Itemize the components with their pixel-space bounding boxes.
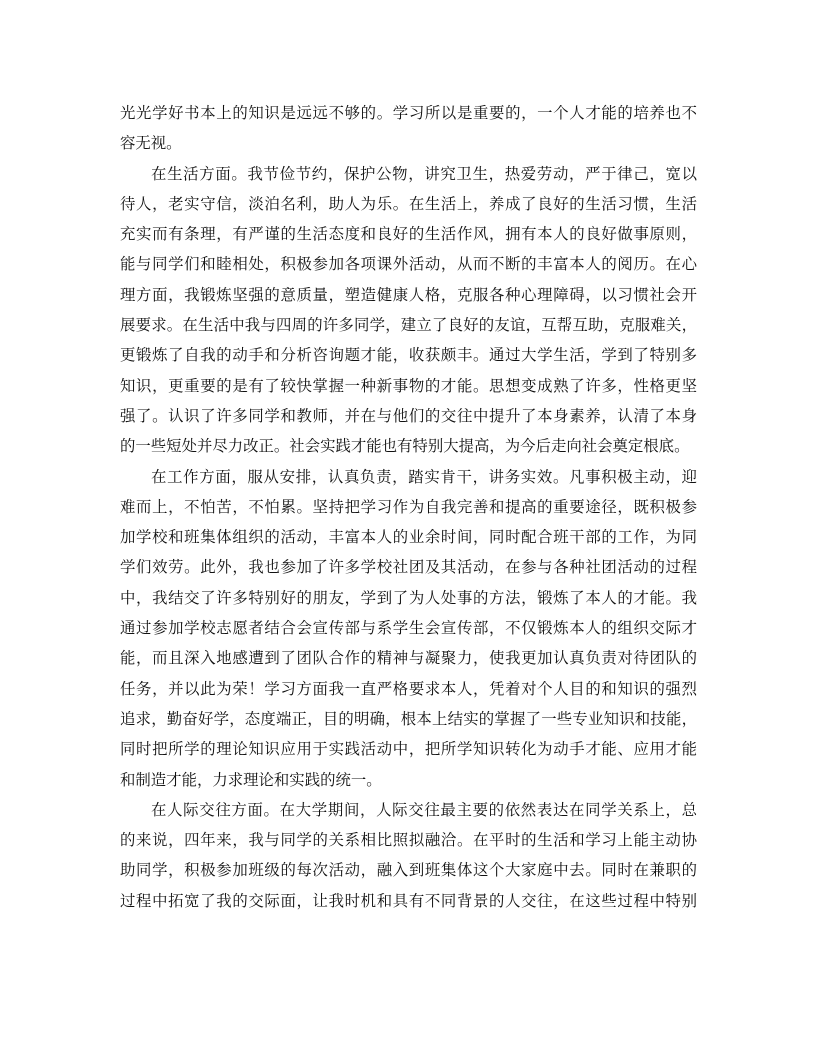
- text-line: 的一些短处并尽力改正。社会实践才能也有特别大提高，为今后走向社会奠定根底。: [120, 437, 690, 456]
- text-line: 助同学，积极参加班级的每次活动，融入到班集体这个大家庭中去。同时在兼职的: [120, 861, 697, 880]
- text-line: 加学校和班集体组织的活动，丰富本人的业余时间，同时配合班干部的工作，为同: [120, 528, 697, 547]
- text-line: 知识，更重要的是有了较快掌握一种新事物的才能。思想变成熟了许多，性格更坚: [120, 376, 697, 395]
- text-line: 和制造才能，力求理论和实践的统一。: [120, 770, 382, 789]
- text-line: 同时把所学的理论知识应用于实践活动中，把所学知识转化为动手才能、应用才能: [120, 740, 697, 759]
- text-line: 追求，勤奋好学，态度端正，目的明确，根本上结实的掌握了一些专业知识和技能，: [120, 709, 697, 728]
- text-line: 过程中拓宽了我的交际面，让我时机和具有不同背景的人交往，在这些过程中特别: [120, 891, 697, 910]
- text-line: 中，我结交了许多特别好的朋友，学到了为人处事的方法，锻炼了本人的才能。我: [120, 588, 697, 607]
- text-line: 通过参加学校志愿者结合会宣传部与系学生会宣传部，不仅锻炼本人的组织交际才: [120, 619, 697, 638]
- text-line: 展要求。在生活中我与四周的许多同学，建立了良好的友谊，互帮互助，克服难关，: [120, 316, 697, 335]
- text-line: 能与同学们和睦相处，积极参加各项课外活动，从而不断的丰富本人的阅历。在心: [120, 255, 697, 274]
- text-line: 更锻炼了自我的动手和分析咨询题才能，收获颇丰。通过大学生活，学到了特别多: [120, 346, 697, 365]
- text-line: 在生活方面。我节俭节约，保护公物，讲究卫生，热爱劳动，严于律己，宽以: [151, 164, 697, 183]
- document-body: [120, 98, 697, 916]
- text-line: 在人际交往方面。在大学期间，人际交往最主要的依然表达在同学关系上，总: [151, 800, 697, 819]
- text-line: 学们效劳。此外，我也参加了许多学校社团及其活动，在参与各种社团活动的过程: [120, 558, 697, 577]
- text-line: 的来说，四年来，我与同学的关系相比照拟融洽。在平时的生活和学习上能主动协: [120, 831, 697, 850]
- text-line: 容无视。: [120, 134, 182, 153]
- text-line: 强了。认识了许多同学和教师，并在与他们的交往中提升了本身素养，认清了本身: [120, 406, 697, 425]
- text-line: 在工作方面，服从安排，认真负责，踏实肯干，讲务实效。凡事积极主动，迎: [151, 467, 697, 486]
- text-line: 充实而有条理，有严谨的生活态度和良好的生活作风，拥有本人的良好做事原则，: [120, 225, 697, 244]
- text-line: 任务，并以此为荣！学习方面我一直严格要求本人，凭着对个人目的和知识的强烈: [120, 679, 697, 698]
- text-line: 理方面，我锻炼坚强的意质量，塑造健康人格，克服各种心理障碍，以习惯社会开: [120, 285, 697, 304]
- text-line: 难而上，不怕苦，不怕累。坚持把学习作为自我完善和提高的重要途径，既积极参: [120, 497, 697, 516]
- text-line: 待人，老实守信，淡泊名利，助人为乐。在生活上，养成了良好的生活习惯，生活: [120, 194, 697, 213]
- text-line: 光光学好书本上的知识是远远不够的。学习所以是重要的，一个人才能的培养也不: [120, 104, 697, 122]
- text-line: 能，而且深入地感遭到了团队合作的精神与凝聚力，使我更加认真负责对待团队的: [120, 649, 697, 668]
